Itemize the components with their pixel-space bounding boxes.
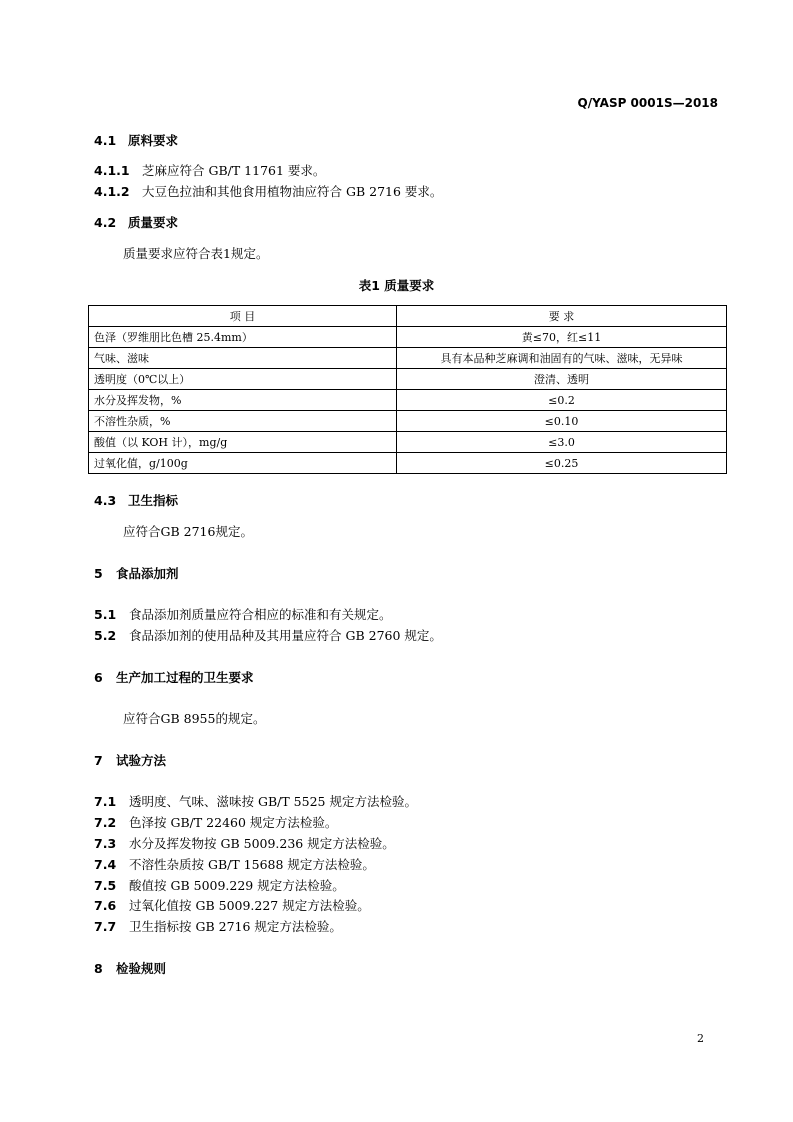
clause-7-5 [94, 876, 345, 894]
section-5-heading [94, 564, 179, 582]
clause-7-3 [94, 834, 395, 852]
clause-5-2 [94, 626, 442, 644]
requirement-cell: ≤0.25 [397, 453, 727, 474]
clause-number: 7.5 [94, 878, 117, 893]
clause-text: 色泽按 GB/T 22460 规定方法检验。 [129, 815, 338, 830]
clause-number: 7.6 [94, 898, 117, 913]
section-4-2-text: 质量要求应符合表1规定。 [123, 246, 269, 261]
section-number: 4.2 [94, 215, 117, 230]
clause-number: 7.3 [94, 836, 117, 851]
clause-7-1 [94, 792, 417, 810]
clause-number: 5.2 [94, 628, 117, 643]
section-8-heading [94, 959, 166, 977]
page-number: 2 [697, 1032, 704, 1045]
section-4-3-text: 应符合GB 2716规定。 [123, 524, 253, 539]
clause-text: 透明度、气味、滋味按 GB/T 5525 规定方法检验。 [129, 794, 417, 809]
clause-7-4 [94, 855, 375, 873]
section-6-heading [94, 668, 254, 686]
table-row [89, 453, 727, 474]
section-number: 4.1 [94, 133, 117, 148]
clause-4-1-1 [94, 161, 325, 179]
clause-number: 5.1 [94, 607, 117, 622]
item-cell: 水分及挥发物，% [89, 390, 397, 411]
requirement-cell: 具有本品种芝麻调和油固有的气味、滋味，无异味 [397, 348, 727, 369]
requirement-cell: 黄≤70，红≤11 [397, 327, 727, 348]
clause-number: 7.2 [94, 815, 117, 830]
section-6-text: 应符合GB 8955的规定。 [123, 711, 266, 726]
section-7-heading [94, 751, 166, 769]
clause-text: 食品添加剂质量应符合相应的标准和有关规定。 [129, 607, 392, 622]
clause-number: 7.4 [94, 857, 117, 872]
column-header-requirement: 要 求 [397, 306, 727, 327]
section-title: 卫生指标 [128, 493, 179, 508]
table-caption: 表1 质量要求 [358, 278, 435, 293]
table-row [89, 411, 727, 432]
clause-number: 4.1.2 [94, 184, 130, 199]
table-row [89, 348, 727, 369]
item-cell: 不溶性杂质，% [89, 411, 397, 432]
section-title: 试验方法 [116, 753, 167, 768]
section-title: 检验规则 [116, 961, 167, 976]
requirement-cell: 澄清、透明 [397, 369, 727, 390]
section-title: 质量要求 [128, 215, 179, 230]
clause-text: 不溶性杂质按 GB/T 15688 规定方法检验。 [129, 857, 375, 872]
clause-text: 食品添加剂的使用品种及其用量应符合 GB 2760 规定。 [129, 628, 442, 643]
quality-requirements-table [88, 305, 727, 474]
item-cell: 气味、滋味 [89, 348, 397, 369]
table-row [89, 369, 727, 390]
requirement-cell: ≤0.10 [397, 411, 727, 432]
clause-text: 过氧化值按 GB 5009.227 规定方法检验。 [129, 898, 370, 913]
clause-text: 芝麻应符合 GB/T 11761 要求。 [142, 163, 326, 178]
column-header-item: 项 目 [89, 306, 397, 327]
clause-text: 酸值按 GB 5009.229 规定方法检验。 [129, 878, 345, 893]
item-cell: 透明度（0℃以上） [89, 369, 397, 390]
section-title: 原料要求 [128, 133, 179, 148]
section-4-3-heading [94, 491, 178, 509]
clause-text: 水分及挥发物按 GB 5009.236 规定方法检验。 [129, 836, 395, 851]
document-code: Q/YASP 0001S—2018 [577, 96, 718, 110]
clause-text: 卫生指标按 GB 2716 规定方法检验。 [129, 919, 342, 934]
item-cell: 酸值（以 KOH 计），mg/g [89, 432, 397, 453]
section-number: 4.3 [94, 493, 117, 508]
item-cell: 色泽（罗维朋比色槽 25.4mm） [89, 327, 397, 348]
section-4-1-heading [94, 131, 178, 149]
table-row [89, 327, 727, 348]
section-number: 8 [94, 961, 103, 976]
section-4-2-heading [94, 213, 178, 231]
clause-text: 大豆色拉油和其他食用植物油应符合 GB 2716 要求。 [142, 184, 443, 199]
clause-number: 4.1.1 [94, 163, 130, 178]
clause-7-6 [94, 896, 370, 914]
table-row [89, 390, 727, 411]
requirement-cell: ≤0.2 [397, 390, 727, 411]
clause-7-2 [94, 813, 337, 831]
table-row [89, 432, 727, 453]
requirement-cell: ≤3.0 [397, 432, 727, 453]
section-number: 6 [94, 670, 103, 685]
section-number: 5 [94, 566, 103, 581]
section-number: 7 [94, 753, 103, 768]
clause-5-1 [94, 605, 392, 623]
table-header-row [89, 306, 727, 327]
clause-4-1-2 [94, 182, 442, 200]
clause-number: 7.7 [94, 919, 117, 934]
item-cell: 过氧化值，g/100g [89, 453, 397, 474]
clause-number: 7.1 [94, 794, 117, 809]
section-title: 食品添加剂 [116, 566, 179, 581]
clause-7-7 [94, 917, 342, 935]
section-title: 生产加工过程的卫生要求 [116, 670, 254, 685]
